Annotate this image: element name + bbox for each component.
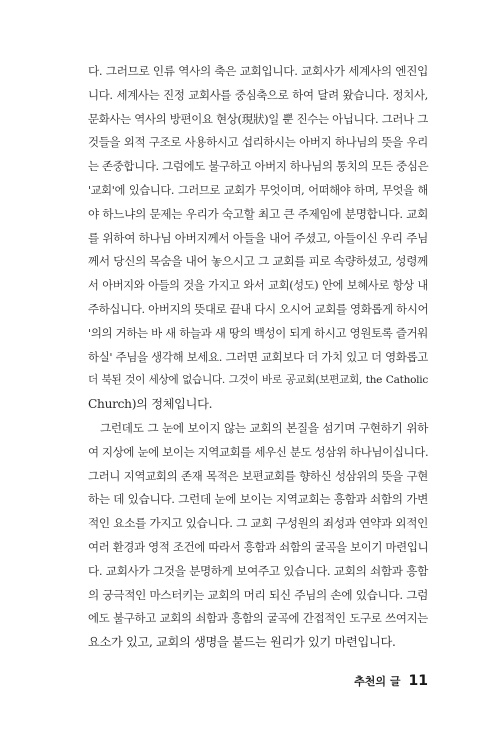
text-line: 서 아버지와 아들의 것을 가지고 와서 교회(성도) 안에 보혜사로 항상 내 (88, 279, 428, 293)
text-line: 니다. 세계사는 진정 교회사를 중심축으로 하여 달려 왔습니다. 정치사, (88, 87, 428, 102)
text-line: 그러니 지역교회의 존재 목적은 보편교회를 향하신 성삼위의 뜻을 구현 (88, 468, 428, 483)
text-line: 하실' 주님을 생각해 보세요. 그러면 교회보다 더 가치 있고 더 영화롭고 (88, 349, 428, 364)
paragraph-2 (88, 417, 428, 655)
text-line: 를 위하여 하나님 아버지께서 아들을 내어 주셨고, 아들이신 우리 주님 (88, 230, 428, 245)
paragraph-1 (88, 60, 428, 417)
text-line: 적인 요소를 가지고 있습니다. 그 교회 구성원의 죄성과 연약과 외적인 (88, 516, 428, 531)
text-line: 하는 데 있습니다. 그런데 눈에 보이는 지역교회는 흥함과 쇠함의 가변 (88, 492, 428, 507)
body-text (88, 60, 428, 655)
running-head: 추천의 글 (354, 675, 401, 688)
text-line: 에도 불구하고 교회의 쇠함과 흥함의 굴곡에 간접적인 도구로 쓰여지는 (88, 611, 428, 626)
text-line: 의 궁극적인 마스터키는 교회의 머리 되신 주님의 손에 있습니다. 그럼 (88, 587, 428, 602)
text-line: 것들을 외적 구조로 사용하시고 섭리하시는 아버지 하나님의 뜻을 우리 (88, 135, 428, 150)
text-line: '의의 거하는 바 새 하늘과 새 땅의 백성이 되게 하시고 영원토록 즐거워 (88, 325, 428, 340)
text-line: 요소가 있고, 교회의 생명을 붙드는 원리가 있기 마련입니다. (88, 635, 396, 650)
text-line: 여 지상에 눈에 보이는 지역교회를 세우신 분도 성삼위 하나님이십니다. (88, 444, 429, 459)
text-line: 께서 당신의 목숨을 내어 놓으시고 그 교회를 피로 속량하셨고, 성령께 (88, 254, 428, 269)
text-line: '교회'에 있습니다. 그러므로 교회가 무엇이며, 어떠해야 하며, 무엇을 해 (88, 183, 428, 197)
text-line: 여러 환경과 영적 조건에 따라서 흥함과 쇠함의 굴곡을 보이기 마련입니 (88, 539, 429, 554)
text-line: Church)의 정체입니다. (88, 397, 213, 412)
text-line: 더 북된 것이 세상에 없습니다. 그것이 바로 공교회(보편교회, the Catholic (88, 374, 428, 387)
text-line: 는 존중합니다. 그럼에도 불구하고 아버지 하나님의 통치의 모든 중심은 (88, 159, 429, 174)
page-footer (354, 673, 428, 695)
text-line: 주하십니다. 아버지의 뜻대로 끝내 다시 오시어 교회를 영화롭게 하시어 (88, 301, 429, 316)
text-line: 다. 그러므로 인류 역사의 축은 교회입니다. 교회사가 세계사의 엔진입 (88, 64, 428, 78)
page-number: 11 (408, 673, 428, 689)
text-line: 야 하느냐의 문제는 우리가 숙고할 최고 큰 주제임에 분명합니다. 교회 (88, 206, 428, 221)
text-line: 다. 교회사가 그것을 분명하게 보여주고 있습니다. 교회의 쇠함과 흥함 (88, 563, 428, 578)
text-line: 그런데도 그 눈에 보이지 않는 교회의 본질을 섬기며 구현하기 위하 (100, 420, 428, 435)
text-line: 문화사는 역사의 방편이요 현상(現狀)일 뿐 진수는 아닙니다. 그러나 그 (88, 111, 428, 126)
